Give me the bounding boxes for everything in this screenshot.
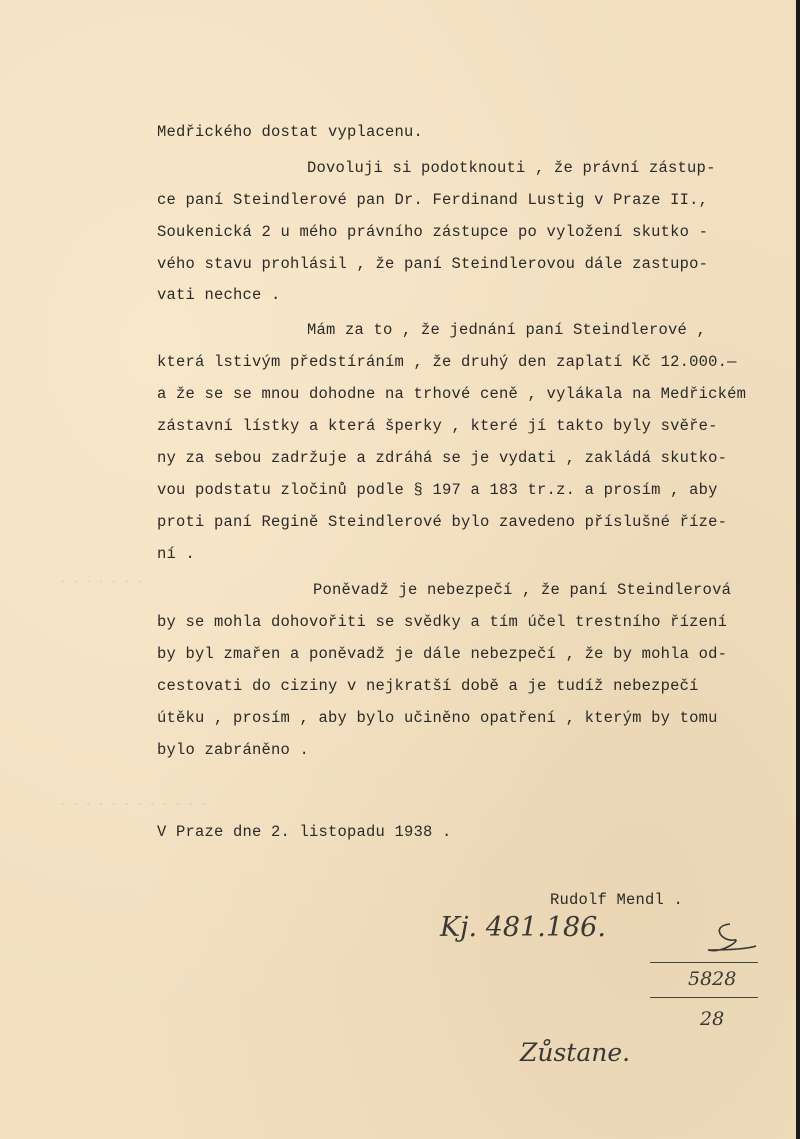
fraction-line-bottom	[650, 997, 758, 998]
text-line: která lstivým předstíráním , že druhý den zaplatí Kč 12.000.—	[157, 353, 737, 371]
text-line: by byl zmařen a poněvadž je dále nebezpečí , že by mohla od-	[157, 645, 728, 663]
text-line: cestovati do ciziny v nejkratší době a je tudíž nebezpečí	[157, 677, 699, 695]
text-line: Dovoluji si podotknouti , že právní zástup-	[307, 159, 716, 177]
page-edge	[796, 0, 800, 1139]
text-line: Medřického dostat vyplacenu.	[157, 123, 424, 141]
handwritten-fraction-bottom: 28	[700, 1008, 725, 1030]
text-line: bylo zabráněno .	[157, 741, 310, 759]
fraction-line-top	[650, 962, 758, 963]
typed-signature: Rudolf Mendl .	[550, 891, 684, 909]
text-line: vou podstatu zločinů podle § 197 a 183 tr.z. a prosím , aby	[157, 481, 718, 499]
text-line: útěku , prosím , aby bylo učiněno opatření , kterým by tomu	[157, 709, 718, 727]
text-line: vati nechce .	[157, 286, 281, 304]
text-line: zástavní lístky a která šperky , které jí takto byly svěře-	[157, 417, 718, 435]
text-line: Soukenická 2 u mého právního zástupce po vyložení skutko -	[157, 223, 709, 241]
text-line: ny za sebou zadržuje a zdráhá se je vydati , zakládá skutko-	[157, 449, 728, 467]
text-line: ní .	[157, 545, 196, 563]
text-line: proti paní Regině Steindlerové bylo zavedeno příslušné říze-	[157, 513, 728, 531]
bleed-through-mark: - - - - - - -	[60, 577, 144, 587]
handwritten-note: Zůstane.	[520, 1038, 631, 1067]
handwritten-reference: Kj. 481.186.	[440, 912, 606, 943]
text-line: vého stavu prohlásil , že paní Steindlerovou dále zastupo-	[157, 255, 709, 273]
text-line: ce paní Steindlerové pan Dr. Ferdinand Lustig v Praze II.,	[157, 191, 709, 209]
date-line: V Praze dne 2. listopadu 1938 .	[157, 823, 452, 841]
text-line: by se mohla dohovořiti se svědky a tím účel trestního řízení	[157, 613, 728, 631]
flourish-mark-icon	[700, 920, 760, 960]
text-line: Mám za to , že jednání paní Steindlerové ,	[307, 321, 707, 339]
text-line: a že se se mnou dohodne na trhové ceně , vylákala na Medřickém	[157, 385, 747, 403]
bleed-through-mark: - - - - - - - - - - - -	[60, 800, 208, 810]
text-line: Poněvadž je nebezpečí , že paní Steindlerová	[313, 581, 732, 599]
handwritten-fraction-top: 5828	[688, 968, 737, 990]
